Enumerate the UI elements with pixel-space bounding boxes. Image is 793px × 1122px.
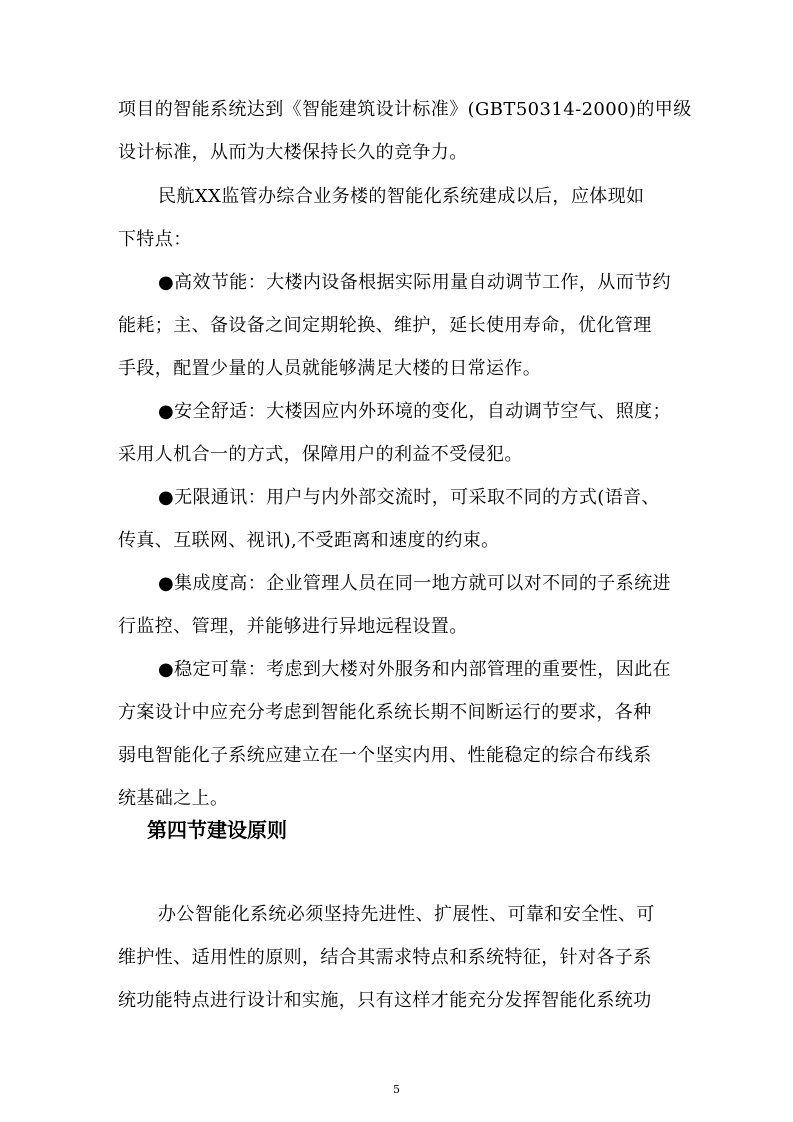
body-text-line: 设计标准，从而为大楼保持长久的竞争力。 bbox=[118, 142, 468, 163]
bullet-item-safety-comfort: ●安全舒适：大楼因应内外环境的变化，自动调节空气、照度； bbox=[158, 401, 671, 422]
bullet-item-communication: ●无限通讯：用户与内外部交流时，可采取不同的方式(语音、 bbox=[158, 487, 660, 508]
section-heading: 第四节建设原则 bbox=[147, 818, 287, 842]
body-text-line: 弱电智能化子系统应建立在一个坚实内用、性能稳定的综合布线系 bbox=[118, 745, 652, 766]
body-text-line: 采用人机合一的方式，保障用户的利益不受侵犯。 bbox=[118, 444, 523, 465]
bullet-item-energy-saving: ●高效节能：大楼内设备根据实际用量自动调节工作，从而节约 bbox=[158, 272, 671, 293]
body-text-line: 手段，配置少量的人员就能够满足大楼的日常运作。 bbox=[118, 358, 542, 379]
body-text-line: 统功能特点进行设计和实施，只有这样才能充分发挥智能化系统功 bbox=[118, 990, 652, 1011]
body-text-line: 行监控、管理，并能够进行异地远程设置。 bbox=[118, 616, 468, 637]
bullet-item-integration: ●集成度高：企业管理人员在同一地方就可以对不同的子系统进 bbox=[158, 573, 671, 594]
body-text-line: 方案设计中应充分考虑到智能化系统长期不间断运行的要求，各种 bbox=[118, 702, 652, 723]
body-text-line: 统基础之上。 bbox=[118, 788, 229, 809]
page-number: 5 bbox=[393, 1083, 400, 1096]
body-text-line: 传真、互联网、视讯),不受距离和速度的约束。 bbox=[118, 530, 500, 551]
body-text-line: 民航XX监管办综合业务楼的智能化系统建成以后，应体现如 bbox=[158, 186, 645, 207]
body-text-line: 办公智能化系统必须坚持先进性、扩展性、可靠和安全性、可 bbox=[158, 904, 655, 925]
body-text-line: 下特点： bbox=[118, 229, 192, 250]
body-text-line: 维护性、适用性的原则，结合其需求特点和系统特征，针对各子系 bbox=[118, 947, 652, 968]
body-text-line: 能耗；主、备设备之间定期轮换、维护，延长使用寿命，优化管理 bbox=[118, 315, 652, 336]
bullet-item-reliability: ●稳定可靠：考虑到大楼对外服务和内部管理的重要性，因此在 bbox=[158, 659, 671, 680]
body-text-line: 项目的智能系统达到《智能建筑设计标准》(GBT50314-2000)的甲级 bbox=[118, 99, 692, 120]
